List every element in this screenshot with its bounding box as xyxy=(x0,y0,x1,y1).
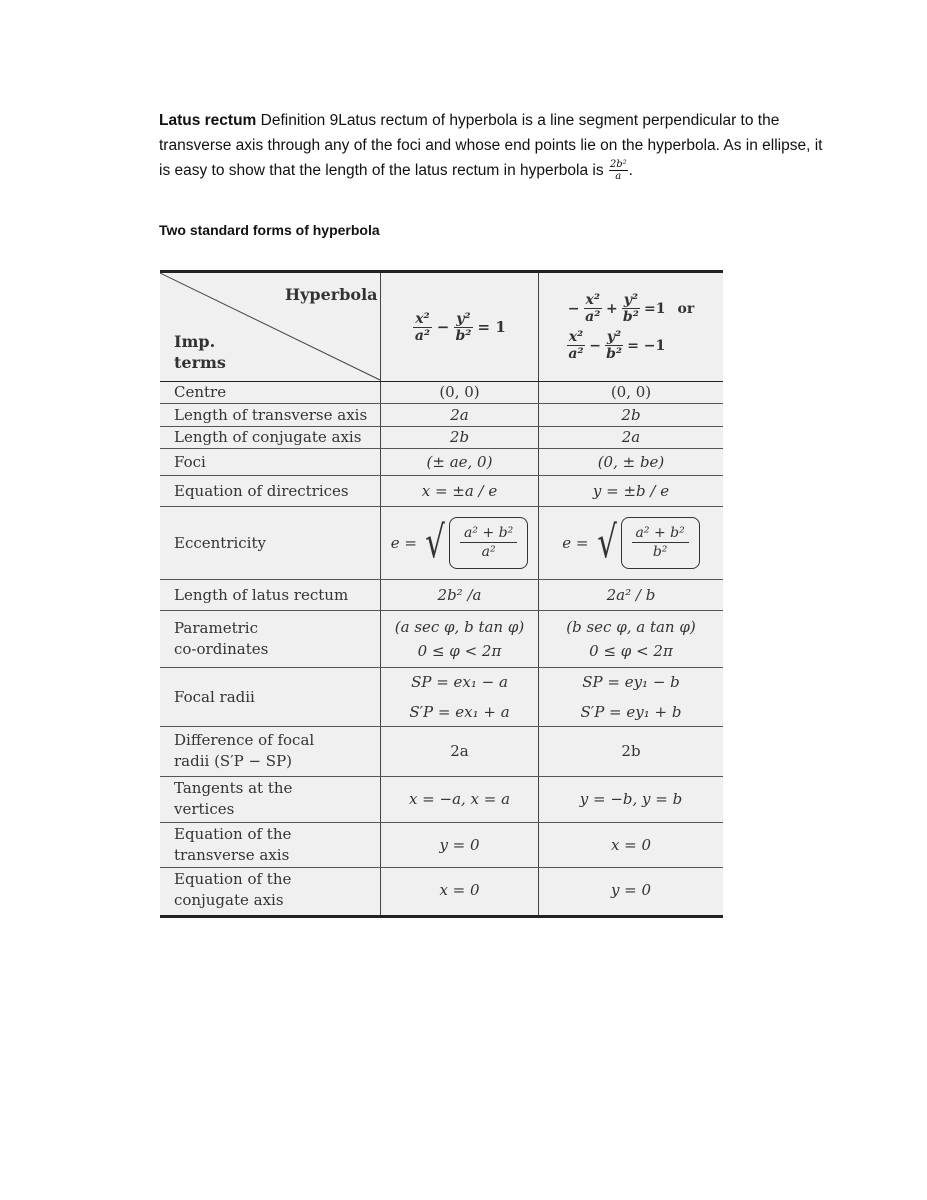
frac-x2-a2 xyxy=(413,311,431,344)
conjugate-length-a: 2b xyxy=(449,428,470,446)
minus-sign: − xyxy=(589,337,601,354)
latus-rectum-paragraph xyxy=(159,108,827,183)
transverse-length-b: 2b xyxy=(621,405,641,424)
conjugate-equation-a: x = 0 xyxy=(439,880,480,899)
numerator: a² + b² xyxy=(460,524,517,543)
parametric-point: (b sec φ, a tan φ) xyxy=(566,617,696,636)
focal-radius-s-prime-p: S′P = ey₁ + b xyxy=(580,702,682,721)
term-eccentricity: Eccentricity xyxy=(174,533,266,552)
denominator: a² xyxy=(585,309,601,325)
tangents-a: x = −a, x = a xyxy=(408,790,511,808)
numerator: a² + b² xyxy=(632,524,689,543)
denominator: b² xyxy=(652,544,668,560)
denominator: a² xyxy=(414,327,431,344)
term-tangents-at-vertices xyxy=(174,776,379,822)
numerator: x² xyxy=(585,292,600,308)
sqrt-icon: √ xyxy=(596,516,617,568)
directrices-b: y = ±b / e xyxy=(592,481,670,500)
latus-rectum-heading: Latus rectum xyxy=(159,112,257,129)
term-line: vertices xyxy=(174,800,235,818)
frac-y2-b2 xyxy=(454,311,472,344)
focal-radius-sp: SP = ey₁ − b xyxy=(582,672,680,691)
term-line: Difference of focal xyxy=(174,731,315,749)
imp-label: Imp. xyxy=(174,332,216,351)
conjugate-length-b: 2a xyxy=(621,428,641,446)
latus-rectum-b: 2a² / b xyxy=(606,585,656,604)
term-focal-radii: Focal radii xyxy=(174,687,255,706)
term-line: transverse axis xyxy=(174,845,290,864)
e-equals: e = xyxy=(562,533,589,552)
plus-sign: + xyxy=(606,300,618,317)
term-conjugate-axis-equation xyxy=(174,867,379,912)
term-line: radii (S′P − SP) xyxy=(174,752,293,770)
parametric-b xyxy=(539,610,723,667)
equals-minus-one: = −1 xyxy=(627,337,666,354)
frac-x2-a2 xyxy=(584,292,602,325)
parametric-point: (a sec φ, b tan φ) xyxy=(394,617,525,636)
or-label: or xyxy=(677,300,695,317)
focal-radii-b xyxy=(539,667,723,726)
header-imp-terms-label xyxy=(174,331,226,373)
sqrt-icon: √ xyxy=(425,516,445,568)
sqrt-expression xyxy=(421,517,528,569)
transverse-equation-a: y = 0 xyxy=(439,835,480,854)
numerator: x² xyxy=(415,310,430,327)
numerator: x² xyxy=(568,329,584,345)
term-line: co-ordinates xyxy=(174,639,269,658)
term-transverse-axis-equation xyxy=(174,822,379,867)
term-directrices: Equation of directrices xyxy=(174,481,349,500)
term-focal-radii-difference xyxy=(174,726,379,776)
terms-label: terms xyxy=(174,353,226,372)
term-transverse-axis-length: Length of transverse axis xyxy=(174,405,368,424)
section-subtitle: Two standard forms of hyperbola xyxy=(159,222,380,238)
header-equation-a xyxy=(381,273,538,381)
header-hyperbola-label: Hyperbola xyxy=(285,285,378,304)
term-conjugate-axis-length: Length of conjugate axis xyxy=(174,428,362,446)
conjugate-equation-b: y = 0 xyxy=(610,880,652,899)
paragraph-text: Definition 9Latus rectum of hyperbola is a line segment perpendicular to the transverse axis through any of the foci and whose end points lie on the hyperbola. As in ellipse, it is easy to show that the length of the latus rectum in hyperbola is xyxy=(159,112,823,179)
term-line: Equation of the xyxy=(174,824,292,843)
paragraph-end: . xyxy=(628,162,633,179)
numerator: y² xyxy=(456,310,471,327)
parametric-range: 0 ≤ φ < 2π xyxy=(417,641,502,660)
centre-b: (0, 0) xyxy=(610,383,652,401)
focal-difference-a: 2a xyxy=(450,742,469,760)
sqrt-expression xyxy=(593,517,700,569)
foci-b: (0, ± be) xyxy=(597,452,665,471)
term-line: Tangents at the xyxy=(174,779,293,797)
eccentricity-a xyxy=(381,506,538,579)
numerator: y² xyxy=(623,292,639,308)
denominator: b² xyxy=(606,346,623,362)
numerator: y² xyxy=(606,329,622,345)
denominator: b² xyxy=(455,327,472,344)
focal-radius-sp: SP = ex₁ − a xyxy=(411,672,508,691)
term-line: conjugate axis xyxy=(174,890,284,909)
term-foci: Foci xyxy=(174,452,206,471)
frac-y2-b2 xyxy=(605,329,623,362)
centre-a: (0, 0) xyxy=(439,383,480,401)
denominator: a² xyxy=(568,346,584,362)
parametric-range: 0 ≤ φ < 2π xyxy=(589,641,673,660)
minus-sign: − xyxy=(567,300,580,317)
frac-y2-b2 xyxy=(622,292,640,325)
fraction-denominator: a xyxy=(615,171,622,183)
eccentricity-b xyxy=(539,506,723,579)
denominator: a² xyxy=(481,544,496,560)
transverse-equation-b: x = 0 xyxy=(610,835,652,854)
latus-rectum-fraction xyxy=(609,159,628,182)
tangents-b: y = −b, y = b xyxy=(579,790,683,808)
foci-a: (± ae, 0) xyxy=(426,452,493,471)
fraction-numerator: 2b² xyxy=(609,159,627,171)
term-line: Equation of the xyxy=(174,869,292,888)
transverse-length-a: 2a xyxy=(450,405,469,424)
equals-one: =1 xyxy=(644,300,666,317)
term-line: Parametric xyxy=(174,618,258,637)
denominator: b² xyxy=(622,309,639,325)
e-equals: e = xyxy=(390,533,417,552)
latus-rectum-a: 2b² /a xyxy=(437,585,482,604)
focal-radius-s-prime-p: S′P = ex₁ + a xyxy=(409,702,510,721)
equals-one: = 1 xyxy=(477,318,506,336)
focal-difference-b: 2b xyxy=(621,742,641,760)
focal-radii-a xyxy=(381,667,538,726)
term-latus-rectum-length: Length of latus rectum xyxy=(174,585,349,604)
term-parametric-coordinates xyxy=(174,610,379,667)
parametric-a xyxy=(381,610,538,667)
header-equation-b xyxy=(539,273,723,381)
minus-sign: − xyxy=(436,318,450,336)
term-centre: Centre xyxy=(174,383,227,401)
hyperbola-table xyxy=(160,270,723,918)
directrices-a: x = ±a / e xyxy=(421,481,498,500)
frac-x2-a2 xyxy=(567,329,585,362)
